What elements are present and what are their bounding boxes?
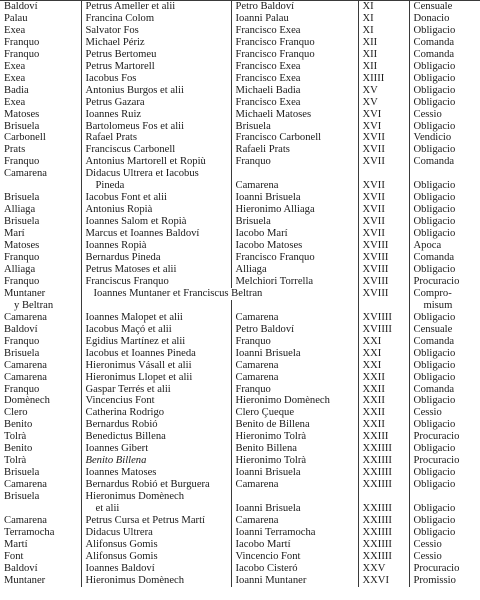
col-type: Donacio (413, 12, 450, 24)
col-type: Obligacio (413, 120, 456, 132)
col-folio: XV (358, 97, 409, 109)
col-party: Benedictus Billena (81, 431, 231, 443)
col-name: Franquo (0, 37, 81, 49)
col-name (0, 180, 81, 192)
col-name: Baldoví (0, 324, 81, 336)
table-row (0, 252, 480, 264)
col-recipient: Rafaeli Prats (231, 144, 358, 156)
col-party: Ioannes Ruiz (81, 109, 231, 121)
col-folio: XI (358, 13, 409, 25)
col-folio: XVIII (358, 276, 409, 288)
col-party: Iacobus Maçó et alii (81, 324, 231, 336)
table-row (0, 467, 480, 479)
col-party: Hieronimus Domènech (81, 491, 231, 503)
col-party: Salvator Fos (81, 25, 231, 37)
col-name: Brisuela (0, 216, 81, 228)
col-recipient: Ioanni Brisuela (231, 192, 358, 204)
col-type: Obligacio (413, 204, 456, 216)
col-recipient: Brisuela (231, 216, 358, 228)
col-party: Hieronimus Llopet et alii (81, 372, 231, 384)
col-type: Obligacio (413, 60, 456, 72)
col-name: Camarena (0, 515, 81, 527)
table-row (0, 539, 480, 551)
col-recipient: Vincencio Font (231, 551, 358, 563)
col-name: Font (0, 551, 81, 563)
col-party (81, 300, 231, 312)
table-row (0, 216, 480, 228)
table-row (0, 503, 480, 515)
col-party: Antonius Martorell et Ropiù (81, 156, 231, 168)
col-name: Brisuela (0, 467, 81, 479)
col-folio: XVII (358, 132, 409, 144)
col-type: Cessio (413, 407, 442, 419)
col-recipient: Ioanni Brisuela (231, 503, 358, 515)
col-folio: XXII (358, 372, 409, 384)
table-row (0, 443, 480, 455)
col-name: Franquo (0, 252, 81, 264)
col-recipient: Michaeli Badia (231, 85, 358, 97)
table-row (0, 97, 480, 109)
col-party: Antonius Ropià (81, 204, 231, 216)
table-row (0, 551, 480, 563)
col-folio: XXIIII (358, 539, 409, 551)
col-type: Obligacio (413, 263, 456, 275)
col-type: Cessio (413, 538, 442, 550)
col-name: Muntaner (0, 575, 81, 587)
col-recipient: Hieronimo Tolrà (231, 431, 358, 443)
col-recipient: Iacobo Martí (231, 539, 358, 551)
col-name: Badia (0, 85, 81, 97)
table-row (0, 192, 480, 204)
col-party: Catherina Rodrigo (81, 407, 231, 419)
col-name: Alliaga (0, 204, 81, 216)
col-type: Obligacio (413, 24, 456, 36)
col-type: Apoca (413, 240, 442, 252)
table-row (0, 395, 480, 407)
col-name: Brisuela (0, 121, 81, 133)
col-party: Egidius Martínez et alii (81, 336, 231, 348)
col-type: Cessio (413, 108, 442, 120)
col-folio: XII (358, 61, 409, 73)
col-folio: XVIIII (358, 312, 409, 324)
table-row (0, 479, 480, 491)
table-row (0, 37, 480, 49)
col-name: Exea (0, 25, 81, 37)
col-party: Didacus Ultrera et Iacobus (81, 168, 231, 180)
col-name: Carbonell (0, 132, 81, 144)
table-row (0, 407, 480, 419)
col-folio: XVI (358, 121, 409, 133)
col-folio: XVIII (358, 288, 409, 300)
col-folio: XII (358, 37, 409, 49)
col-party: Ioannes Malopet et alii (81, 312, 231, 324)
col-recipient: Franquo (231, 336, 358, 348)
col-recipient (231, 300, 358, 312)
col-name: Prats (0, 144, 81, 156)
col-party: Vincencius Font (81, 395, 231, 407)
col-party: Alifonsus Gomis (81, 551, 231, 563)
col-recipient (231, 491, 358, 503)
col-folio: XVII (358, 156, 409, 168)
col-folio: XII (358, 49, 409, 61)
col-party: Bernardus Robió et Burguera (81, 479, 231, 491)
col-recipient (231, 168, 358, 180)
col-name: Camarena (0, 168, 81, 180)
col-recipient: Ioanni Brisuela (231, 467, 358, 479)
col-recipient: Francisco Franquo (231, 37, 358, 49)
col-type: Procuracio (413, 562, 460, 574)
col-folio: XVIII (358, 264, 409, 276)
col-party: Franciscus Franquo (81, 276, 231, 288)
col-type: Censuale (413, 323, 453, 335)
table-row (0, 25, 480, 37)
col-name: Baldoví (0, 563, 81, 575)
table-row (0, 109, 480, 121)
col-name: Marí (0, 228, 81, 240)
table-row (0, 276, 480, 288)
col-type: Obligacio (413, 443, 456, 455)
col-type: Comanda (413, 36, 455, 48)
table-row (0, 168, 480, 180)
table-row (0, 336, 480, 348)
col-folio: XXII (358, 407, 409, 419)
col-recipient: Ioanni Muntaner (231, 575, 358, 587)
col-type: Obligacio (413, 96, 456, 108)
col-type: Procuracio (413, 275, 460, 287)
col-type: Compro- (413, 287, 452, 299)
col-type: Cessio (413, 550, 442, 562)
col-recipient: Melchiori Torrella (231, 276, 358, 288)
col-name: Camarena (0, 479, 81, 491)
col-type: Obligacio (413, 395, 456, 407)
col-party: Petrus Ameller et alii (81, 1, 231, 13)
col-name: Matoses (0, 240, 81, 252)
col-type: Obligacio (413, 467, 456, 479)
table-row (0, 300, 480, 312)
col-party: Iacobus et Ioannes Pineda (81, 348, 231, 360)
col-name: Exea (0, 61, 81, 73)
col-recipient: Camarena (231, 180, 358, 192)
col-folio: XI (358, 1, 409, 13)
col-recipient: Camarena (231, 479, 358, 491)
col-recipient: Ioanni Brisuela (231, 348, 358, 360)
col-party: Petrus Cursa et Petrus Martí (81, 515, 231, 527)
table-row (0, 360, 480, 372)
table-row (0, 1, 480, 13)
col-party: Ioannes Baldoví (81, 563, 231, 575)
col-recipient: Alliaga (231, 264, 358, 276)
col-party: Pineda (81, 180, 231, 192)
col-party: Petrus Gazara (81, 97, 231, 109)
col-recipient: Francisco Exea (231, 61, 358, 73)
col-folio: XVII (358, 144, 409, 156)
col-type: Obligacio (413, 84, 456, 96)
col-recipient: Iacobo Cisteró (231, 563, 358, 575)
col-recipient: Franquo (231, 384, 358, 396)
col-type: Comanda (413, 335, 455, 347)
col-party: Ioannes Ropià (81, 240, 231, 252)
col-folio: XXIIII (358, 551, 409, 563)
col-folio (358, 300, 409, 312)
col-folio: XVII (358, 204, 409, 216)
col-party: Ioannes Muntaner et Franciscus Beltran (81, 288, 358, 300)
table-row (0, 324, 480, 336)
col-type: Obligacio (413, 228, 456, 240)
col-recipient: Ioanni Palau (231, 13, 358, 25)
col-type: Obligacio (413, 359, 456, 371)
col-name: y Beltran (0, 300, 81, 312)
col-name: Martí (0, 539, 81, 551)
table-row (0, 372, 480, 384)
col-name: Brisuela (0, 192, 81, 204)
col-party: Hieronimus Domènech (81, 575, 231, 587)
col-name: Brisuela (0, 491, 81, 503)
col-party: Marcus et Ioannes Baldoví (81, 228, 231, 240)
col-recipient: Hieronimo Domènech (231, 395, 358, 407)
col-party: Petrus Matoses et alii (81, 264, 231, 276)
col-name: Camarena (0, 312, 81, 324)
table-row (0, 85, 480, 97)
col-type: Obligacio (413, 144, 456, 156)
table-row (0, 384, 480, 396)
col-name: Palau (0, 13, 81, 25)
col-name: Muntaner (0, 288, 81, 300)
table-row (0, 348, 480, 360)
col-recipient: Ioanni Terramocha (231, 527, 358, 539)
col-type: Vendicio (413, 132, 452, 144)
col-name: Franquo (0, 156, 81, 168)
col-name: Exea (0, 73, 81, 85)
col-recipient: Francisco Exea (231, 97, 358, 109)
col-folio: XXIII (358, 431, 409, 443)
col-recipient: Camarena (231, 360, 358, 372)
col-folio: XXIIII (358, 443, 409, 455)
table-row (0, 49, 480, 61)
col-recipient: Brisuela (231, 121, 358, 133)
table-row (0, 228, 480, 240)
table-row (0, 240, 480, 252)
col-party: Petrus Martorell (81, 61, 231, 73)
col-type: Obligacio (413, 192, 456, 204)
table-row (0, 13, 480, 25)
col-party: Antonius Burgos et alii (81, 85, 231, 97)
col-folio: XXI (358, 348, 409, 360)
col-folio: XXII (358, 395, 409, 407)
col-folio: XXI (358, 336, 409, 348)
col-folio: XXIIII (358, 527, 409, 539)
col-recipient: Franquo (231, 156, 358, 168)
col-type: Censuale (409, 1, 480, 13)
col-folio: XI (358, 25, 409, 37)
col-folio: XVI (358, 109, 409, 121)
table-row (0, 132, 480, 144)
col-party: et alii (81, 503, 231, 515)
col-name: Clero (0, 407, 81, 419)
table-row (0, 312, 480, 324)
col-party: Francina Colom (81, 13, 231, 25)
col-folio: XXIIII (358, 467, 409, 479)
col-party: Franciscus Carbonell (81, 144, 231, 156)
col-name (0, 503, 81, 515)
col-name: Benito (0, 443, 81, 455)
col-type: Comanda (413, 252, 455, 264)
table-row (0, 527, 480, 539)
col-folio: XXIIII (358, 515, 409, 527)
col-type (409, 168, 480, 180)
col-folio (358, 491, 409, 503)
col-party: Petrus Bertomeu (81, 49, 231, 61)
col-folio: XVII (358, 180, 409, 192)
table-row (0, 144, 480, 156)
col-recipient: Iacobo Matoses (231, 240, 358, 252)
col-name: Domènech (0, 395, 81, 407)
table-row (0, 419, 480, 431)
col-name: Baldoví (0, 1, 81, 13)
col-type: Obligacio (413, 503, 456, 515)
col-recipient: Iacobo Marí (231, 228, 358, 240)
col-type: Obligacio (413, 514, 456, 526)
col-folio: XXII (358, 419, 409, 431)
col-folio: XVIII (358, 252, 409, 264)
col-folio: XIIII (358, 73, 409, 85)
table-row (0, 288, 480, 300)
col-recipient: Francisco Exea (231, 73, 358, 85)
col-folio: XXV (358, 563, 409, 575)
col-name: Camarena (0, 360, 81, 372)
col-folio: XVIII (358, 240, 409, 252)
col-party: Alifonsus Gomis (81, 539, 231, 551)
col-name: Franquo (0, 336, 81, 348)
col-recipient: Benito Billena (231, 443, 358, 455)
col-type: Procuracio (413, 431, 460, 443)
col-folio: XVIIII (358, 324, 409, 336)
col-type: Obligacio (413, 180, 456, 192)
col-party: Ioannes Matoses (81, 467, 231, 479)
col-party: Ioannes Gibert (81, 443, 231, 455)
col-name: Franquo (0, 49, 81, 61)
table-row (0, 264, 480, 276)
table-row (0, 61, 480, 73)
col-recipient: Hieronimo Alliaga (231, 204, 358, 216)
col-recipient: Petro Baldoví (231, 1, 358, 13)
col-name: Franquo (0, 384, 81, 396)
records-table-body (0, 1, 480, 587)
table-row (0, 491, 480, 503)
col-folio: XXVI (358, 575, 409, 587)
col-type: Procuracio (413, 455, 460, 467)
col-type: Comanda (413, 383, 455, 395)
table-row (0, 156, 480, 168)
col-type: Obligacio (413, 419, 456, 431)
table-row (0, 73, 480, 85)
col-name: Tolrà (0, 455, 81, 467)
col-folio: XXIIII (358, 503, 409, 515)
col-party: Bartolomeus Fos et alii (81, 121, 231, 133)
col-recipient: Camarena (231, 312, 358, 324)
col-recipient: Francisco Exea (231, 25, 358, 37)
col-party: Rafael Prats (81, 132, 231, 144)
col-name: Tolrà (0, 431, 81, 443)
col-name: Camarena (0, 372, 81, 384)
col-party: Iacobus Font et alii (81, 192, 231, 204)
table-row (0, 455, 480, 467)
col-party: Didacus Ultrera (81, 527, 231, 539)
col-type: Comanda (413, 156, 455, 168)
table-row (0, 515, 480, 527)
col-folio: XVII (358, 216, 409, 228)
col-folio (358, 168, 409, 180)
col-party: Hieronimus Vásall et alii (81, 360, 231, 372)
col-name: Brisuela (0, 348, 81, 360)
col-folio: XXII (358, 384, 409, 396)
col-type: misum (423, 299, 453, 311)
col-folio: XVII (358, 228, 409, 240)
col-recipient: Francisco Carbonell (231, 132, 358, 144)
col-recipient: Camarena (231, 515, 358, 527)
col-name: Terramocha (0, 527, 81, 539)
col-type: Obligacio (413, 347, 456, 359)
table-row (0, 180, 480, 192)
col-recipient: Francisco Franquo (231, 252, 358, 264)
col-folio: XXI (358, 360, 409, 372)
col-recipient: Hieronimo Tolrà (231, 455, 358, 467)
col-party: Benito Billena (81, 455, 231, 467)
col-party: Iacobus Fos (81, 73, 231, 85)
col-party: Bernardus Robió (81, 419, 231, 431)
col-type (409, 491, 480, 503)
col-party: Michael Périz (81, 37, 231, 49)
table-row (0, 431, 480, 443)
col-party: Gaspar Terrés et alii (81, 384, 231, 396)
col-type: Obligacio (413, 371, 456, 383)
col-recipient: Petro Baldoví (231, 324, 358, 336)
col-name: Benito (0, 419, 81, 431)
col-recipient: Michaeli Matoses (231, 109, 358, 121)
col-folio: XV (358, 85, 409, 97)
col-folio: XVII (358, 192, 409, 204)
col-type: Obligacio (413, 216, 456, 228)
table-row (0, 204, 480, 216)
col-party: Ioannes Salom et Ropià (81, 216, 231, 228)
table-row (0, 121, 480, 133)
col-type: Obligacio (413, 311, 456, 323)
col-party: Bernardus Pineda (81, 252, 231, 264)
col-name: Franquo (0, 276, 81, 288)
col-folio: XXIIII (358, 455, 409, 467)
table-row (0, 575, 480, 587)
col-type: Obligacio (413, 72, 456, 84)
col-recipient: Francisco Franquo (231, 49, 358, 61)
col-name: Matoses (0, 109, 81, 121)
col-recipient: Benito de Billena (231, 419, 358, 431)
col-type: Comanda (413, 48, 455, 60)
col-recipient: Clero Çueque (231, 407, 358, 419)
col-name: Alliaga (0, 264, 81, 276)
col-type: Promissio (413, 574, 456, 586)
col-recipient: Camarena (231, 372, 358, 384)
col-type: Obligacio (413, 479, 456, 491)
col-type: Obligacio (413, 526, 456, 538)
col-folio: XXIIII (358, 479, 409, 491)
table-row (0, 563, 480, 575)
col-name: Exea (0, 97, 81, 109)
